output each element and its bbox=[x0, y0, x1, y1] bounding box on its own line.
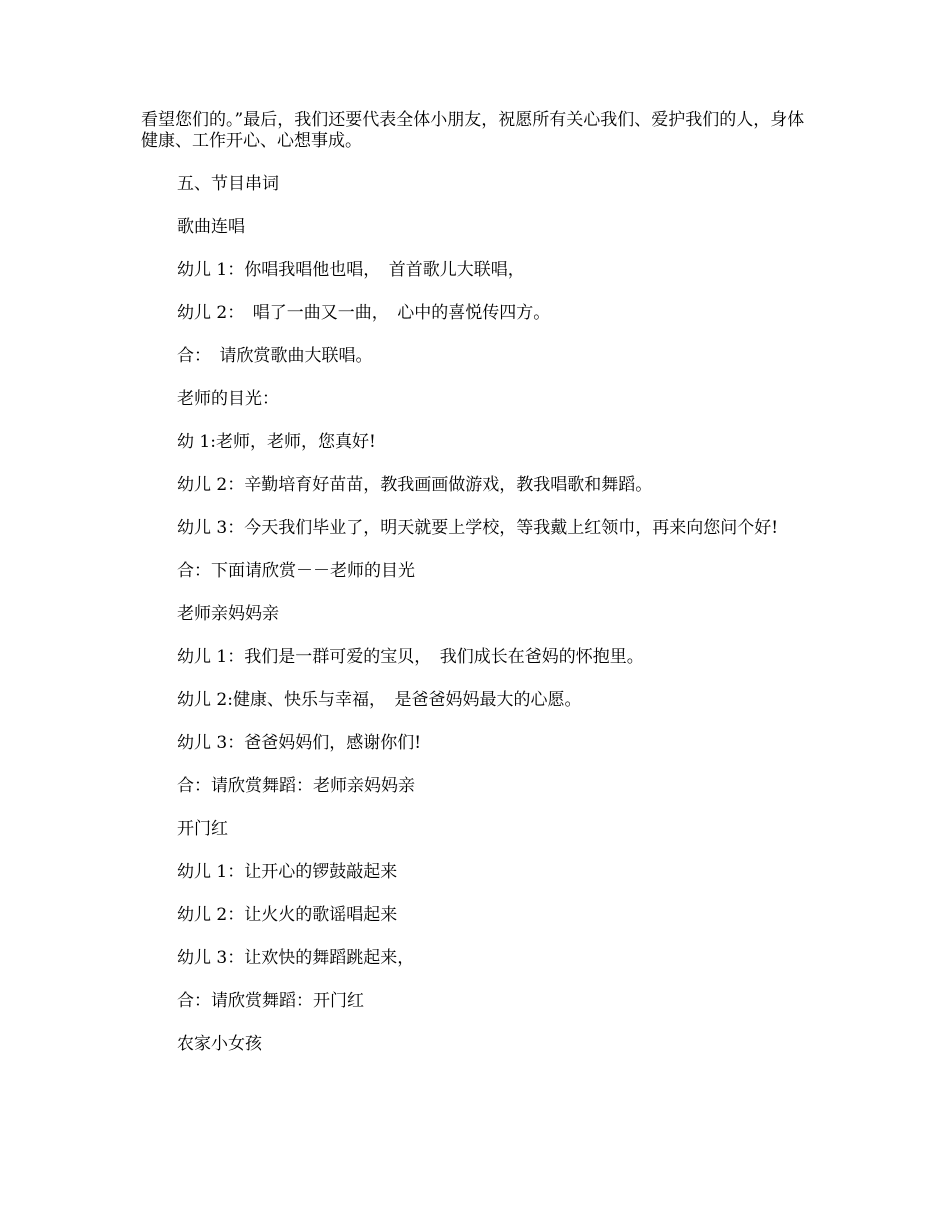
line-child-2: 幼儿 2： 唱了一曲又一曲， 心中的喜悦传四方。 bbox=[177, 303, 551, 323]
program-title-teachers-gaze: 老师的目光： bbox=[177, 389, 279, 409]
line-child-3: 幼儿 3：今天我们毕业了，明天就要上学校，等我戴上红领巾，再来向您问个好! bbox=[177, 518, 779, 538]
line-together: 合：下面请欣赏－－老师的目光 bbox=[177, 561, 415, 581]
section-heading-program-lines: 五、节目串词 bbox=[177, 174, 279, 194]
line-together: 合：请欣赏舞蹈：老师亲妈妈亲 bbox=[177, 776, 415, 796]
line-child-3: 幼儿 3：爸爸妈妈们，感谢你们! bbox=[177, 733, 422, 753]
line-together: 合： 请欣赏歌曲大联唱。 bbox=[177, 346, 373, 366]
program-title-good-start: 开门红 bbox=[177, 819, 228, 839]
line-child-2: 幼儿 2：辛勤培育好苗苗，教我画画做游戏，教我唱歌和舞蹈。 bbox=[177, 475, 653, 495]
line-together: 合：请欣赏舞蹈：开门红 bbox=[177, 991, 364, 1011]
paragraph-closing-wishes: 看望您们的。”最后，我们还要代表全体小朋友，祝愿所有关心我们、爱护我们的人，身体健康、工作开心、心想事成。 bbox=[141, 110, 805, 151]
program-title-teacher-mother: 老师亲妈妈亲 bbox=[177, 604, 279, 624]
line-child-1: 幼儿 1：你唱我唱他也唱， 首首歌儿大联唱， bbox=[177, 260, 525, 280]
program-title-song-medley: 歌曲连唱 bbox=[177, 217, 245, 237]
line-child-3: 幼儿 3：让欢快的舞蹈跳起来， bbox=[177, 948, 415, 968]
program-title-farm-girl: 农家小女孩 bbox=[177, 1034, 262, 1054]
document-body bbox=[141, 110, 811, 1077]
line-child-1: 幼 1:老师，老师，您真好! bbox=[177, 432, 376, 452]
line-child-2: 幼儿 2：让火火的歌谣唱起来 bbox=[177, 905, 398, 925]
line-child-1: 幼儿 1：让开心的锣鼓敲起来 bbox=[177, 862, 398, 882]
line-child-1: 幼儿 1：我们是一群可爱的宝贝， 我们成长在爸妈的怀抱里。 bbox=[177, 647, 644, 667]
line-child-2: 幼儿 2:健康、快乐与幸福， 是爸爸妈妈最大的心愿。 bbox=[177, 690, 582, 710]
